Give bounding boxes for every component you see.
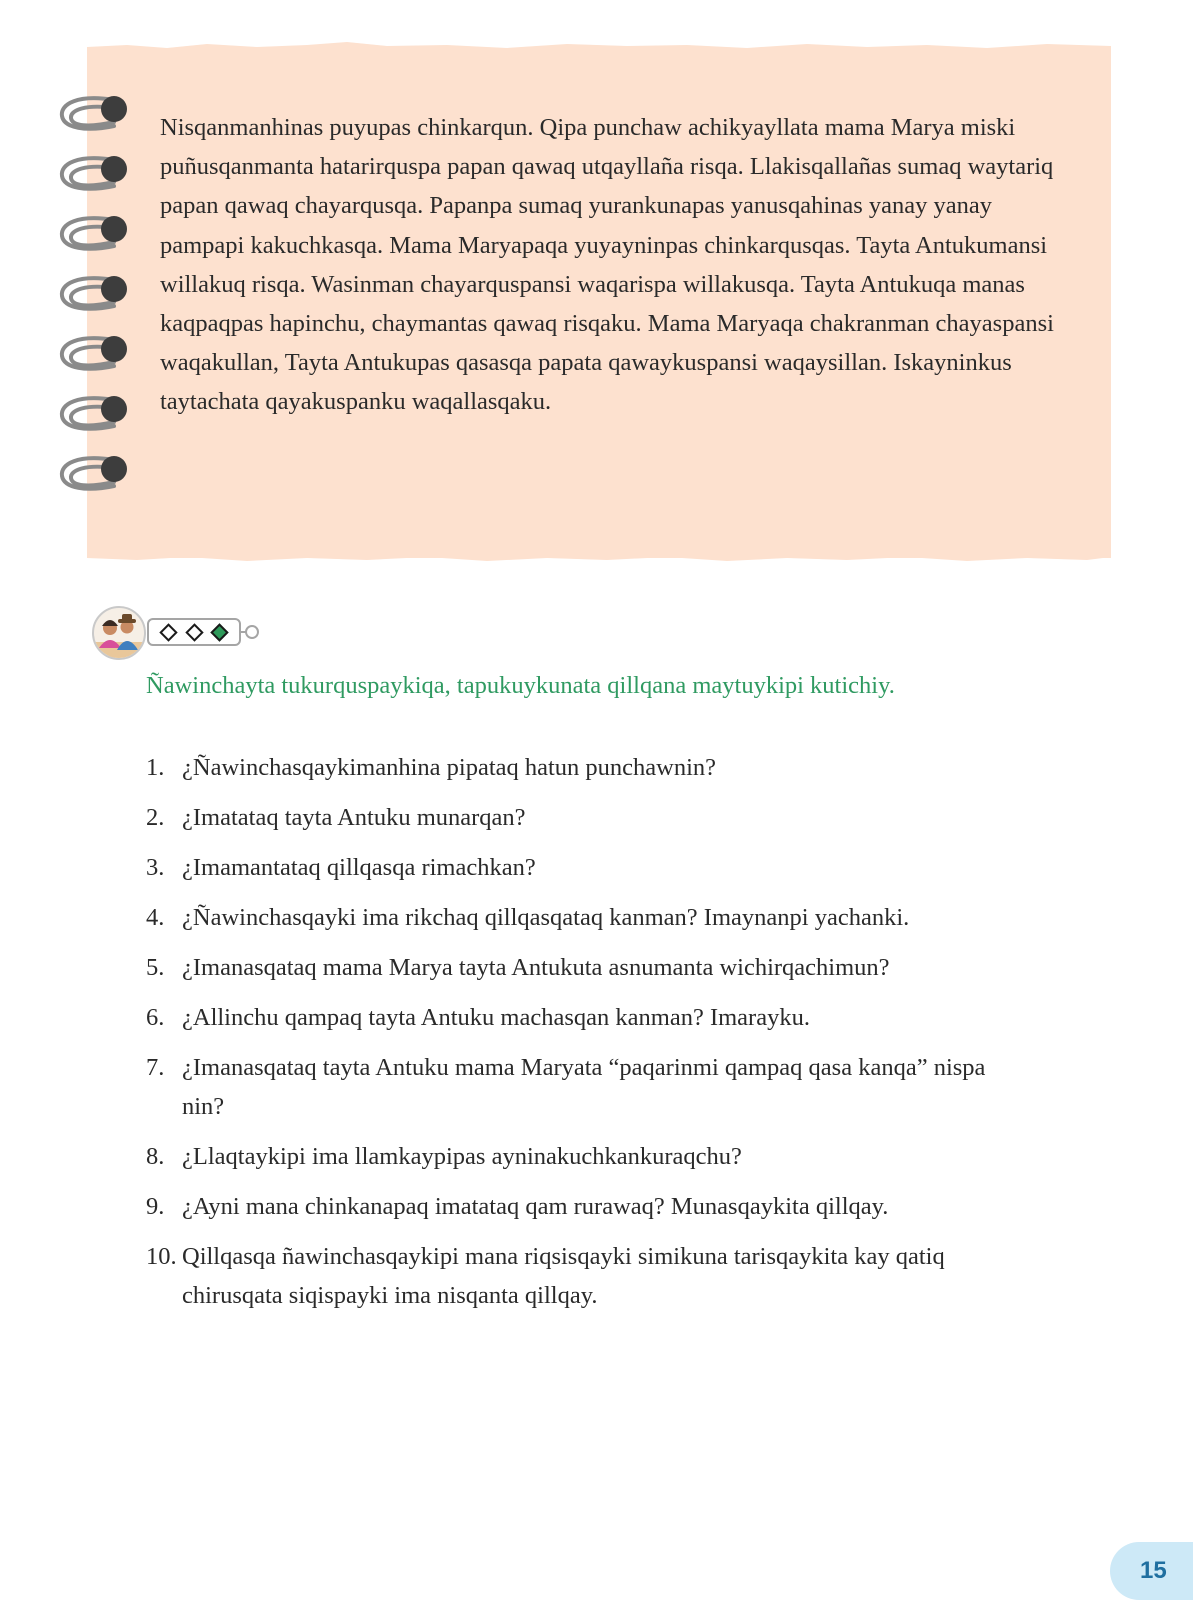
question-list [146, 748, 1026, 1326]
question-text: ¿Ñawinchasqaykimanhina pipataq hatun punchawnin? [182, 754, 717, 781]
list-item [146, 1137, 1026, 1176]
list-item [146, 1237, 1026, 1315]
question-number: 4. [146, 904, 165, 931]
question-number: 6. [146, 1004, 165, 1031]
question-number: 3. [146, 854, 165, 881]
activity-instruction: Ñawinchayta tukurquspaykiqa, tapukuykunata qillqana maytuykipi kutichiy. [146, 672, 895, 699]
question-text: ¿Ayni mana chinkanapaq imatataq qam rurawaq? Munasqaykita qillqay. [182, 1193, 889, 1220]
question-number: 7. [146, 1054, 165, 1081]
question-text: ¿Llaqtaykipi ima llamkaypipas ayninakuchkankuraqchu? [182, 1143, 742, 1170]
list-item [146, 748, 1026, 787]
difficulty-level-tag [147, 618, 241, 646]
level-diamond-empty-icon [185, 623, 203, 641]
list-item [146, 848, 1026, 887]
list-item [146, 1048, 1026, 1126]
torn-edge-bottom [87, 552, 1111, 562]
question-text: ¿Ñawinchasqayki ima rikchaq qillqasqataq kanman? Imaynanpi yachanki. [182, 904, 910, 931]
level-diamond-empty-icon [159, 623, 177, 641]
question-text: ¿Imanasqataq tayta Antuku mama Maryata “paqarinmi qampaq qasa kanqa” nispa nin? [182, 1054, 986, 1120]
list-item [146, 898, 1026, 937]
question-text: ¿Imanasqataq mama Marya tayta Antukuta asnumanta wichirqachimun? [182, 954, 890, 981]
students-avatar-icon [92, 606, 146, 660]
question-text: ¿Imatataq tayta Antuku munarqan? [182, 804, 526, 831]
level-diamond-filled-icon [211, 623, 229, 641]
question-number: 2. [146, 804, 165, 831]
question-text: ¿Imamantataq qillqasqa rimachkan? [182, 854, 536, 881]
list-item [146, 948, 1026, 987]
question-number: 5. [146, 954, 165, 981]
question-number: 10. [146, 1243, 177, 1270]
question-text: Qillqasqa ñawinchasqaykipi mana riqsisqayki simikuna tarisqaykita kay qatiq chirusqata siqispayki ima nisqanta qillqay. [182, 1243, 945, 1309]
page-number: 15 [1110, 1542, 1193, 1600]
question-text: ¿Allinchu qampaq tayta Antuku machasqan kanman? Imarayku. [182, 1004, 810, 1031]
list-item [146, 1187, 1026, 1226]
question-number: 9. [146, 1193, 165, 1220]
question-number: 8. [146, 1143, 165, 1170]
list-item [146, 998, 1026, 1037]
tag-loop-icon [241, 624, 259, 640]
list-item [146, 798, 1026, 837]
spiral-binding-icon [58, 92, 138, 512]
question-number: 1. [146, 754, 165, 781]
reading-passage: Nisqanmanhinas puyupas chinkarqun. Qipa punchaw achikyayllata mama Marya miski puñusqanmanta hatarirquspa papan qawaq utqayllaña risqa. Llakisqallañas sumaq waytariq papan qawaq chayarqusqa. Papanpa sumaq yurankunapas yanusqahinas yanay yanay pampapi kakuchkasqa. Mama Maryapaqa yuyayninpas chinkarqusqas. Tayta Antukumansi willakuq risqa. Wasinman chayarquspansi waqarispa willakusqa. Tayta Antukuqa manas kaqpaqpas hapinchu, chaymantas qawaq risqaku. Mama Maryaqa chakranman chayaspansi waqakullan, Tayta Antukupas qasasqa papata qawaykuspansi waqaysillan. Iskayninkus taytachata qayakuspanku waqallasqaku. [160, 114, 1054, 416]
torn-edge-top [87, 42, 1111, 52]
